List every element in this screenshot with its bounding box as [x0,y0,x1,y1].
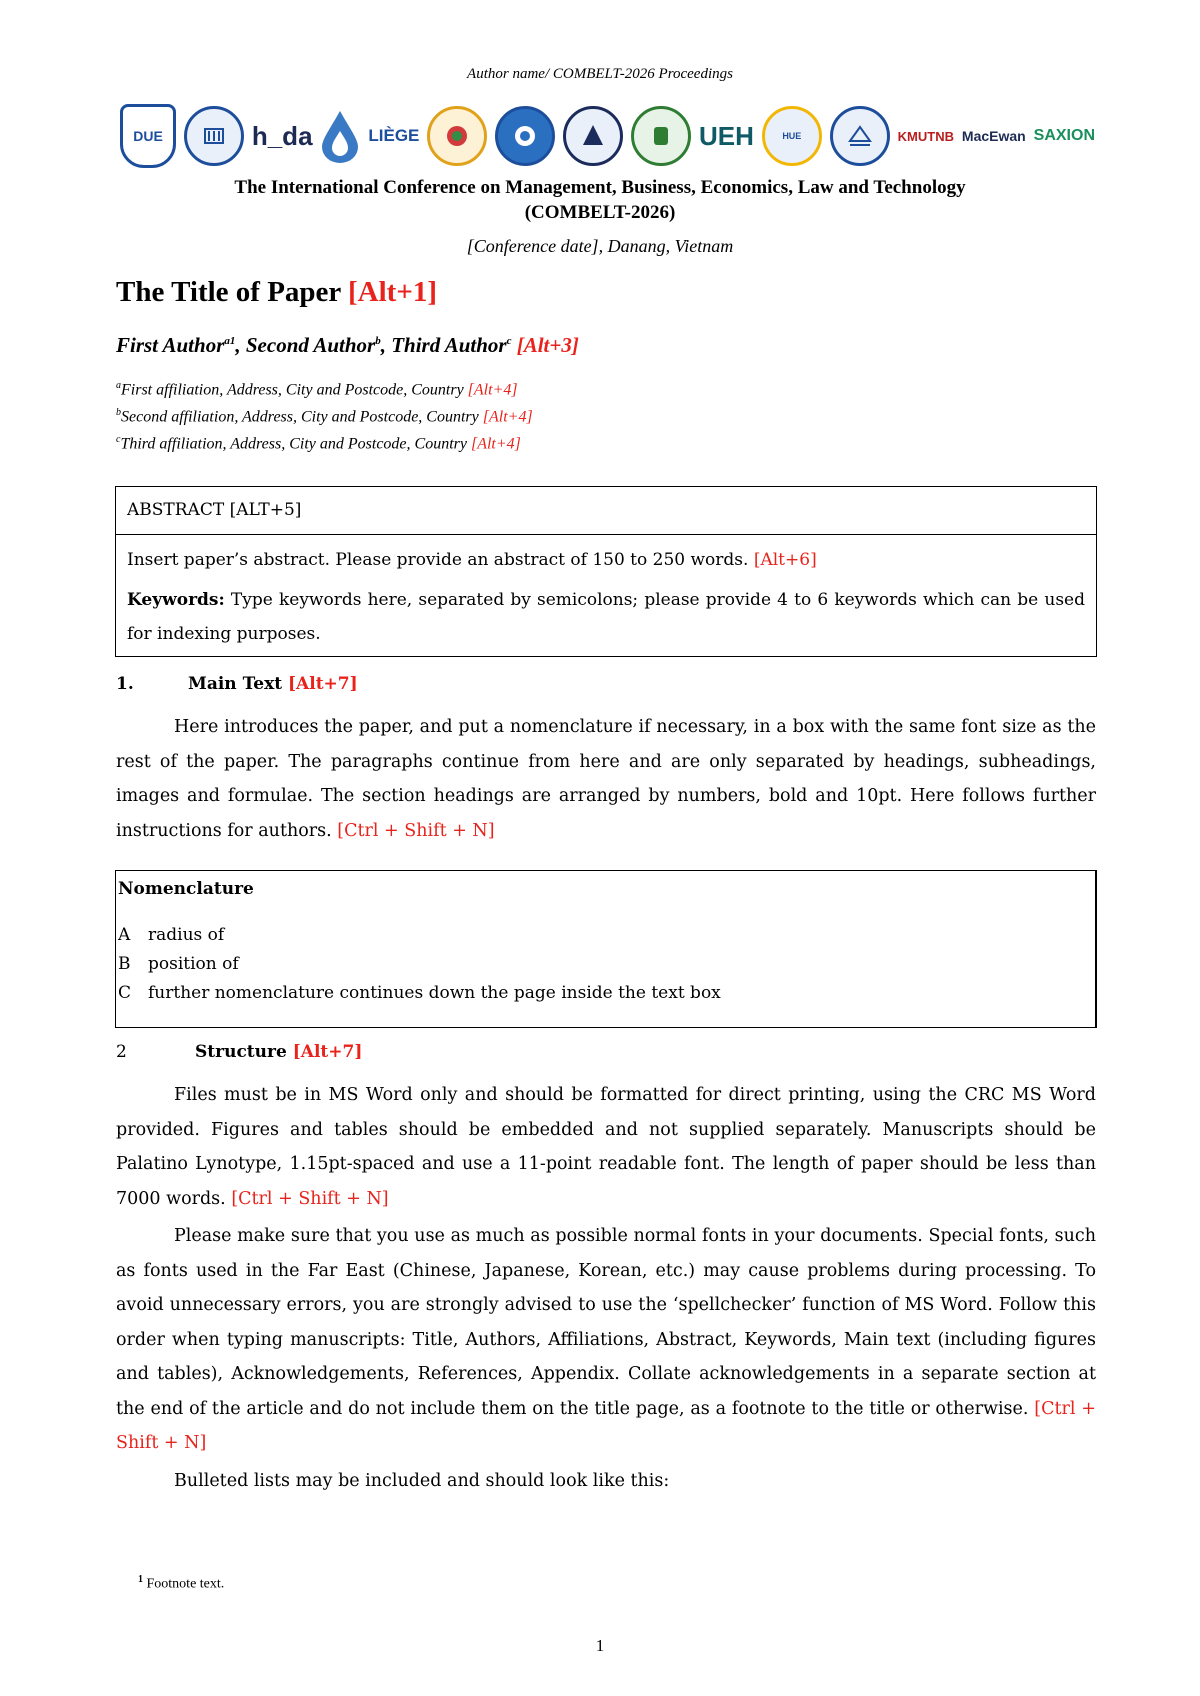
author-name: Second Author [245,333,376,357]
abstract-body [116,543,1096,651]
running-head: Author name/ COMBELT-2026 Proceedings [467,66,733,82]
conference-title [0,175,1200,225]
section-hint: [Alt+7] [292,1042,363,1062]
section-title: Structure [195,1042,287,1062]
authors-hint: [Alt+3] [516,333,579,357]
macewan-logo: MacEwan [961,128,1026,144]
university-seal-logo [184,106,244,166]
affiliation [116,434,521,453]
hue-logo: HUE [762,106,822,166]
page-number: 1 [595,1636,605,1655]
kmutnb-logo: KMUTNB [897,128,954,144]
section-heading [116,674,358,694]
liege-logo: LIÈGE [368,126,420,145]
affiliation [116,380,518,399]
paragraph-text: Bulleted lists may be included and should look like this: [174,1470,670,1491]
author-name: First Author [116,333,225,357]
keywords-label: Keywords: [127,590,225,610]
abstract-text: Insert paper’s abstract. Please provide an abstract of 150 to 250 words. [127,550,749,570]
affiliation-text: Third affiliation, Address, City and Postcode, Country [120,435,467,453]
ueh-logo: UEH [699,120,754,151]
affiliation-hint: [Alt+4] [467,381,518,399]
affiliation-hint: [Alt+4] [470,435,521,453]
nomenclature-symbol: A [118,925,131,945]
main-text-body [116,710,1096,848]
abstract-paragraph [127,543,1085,577]
affiliation-sup: c [116,434,121,445]
due-logo: DUE [120,104,176,168]
author-sup: b [375,335,381,347]
conference-title-line2: (COMBELT-2026) [524,202,676,223]
paper-title-hint: [Alt+1] [348,276,437,308]
section-heading [116,1042,362,1062]
affiliation-sup: a [116,380,121,391]
paragraph [116,1464,1096,1499]
paper-title [116,276,437,309]
section-number: 1. [116,674,134,694]
saxion-logo: SAXION [1033,127,1095,144]
conference-title-line1: The International Conference on Management, Business, Economics, Law and Technology [234,177,966,198]
nomenclature-row [118,950,1095,979]
conference-date: [Conference date], Danang, Vietnam [466,236,734,256]
author-sup: c [506,335,512,347]
nomenclature-row [118,921,1095,950]
structure-body [116,1078,1096,1498]
blue-circle-logo [830,106,890,166]
footnote [138,1574,224,1593]
green-seal-logo [631,106,691,166]
section-title: Main Text [188,674,283,694]
nomenclature-symbol: B [118,954,131,974]
nomenclature-row [118,979,1095,1008]
section-hint: [Alt+7] [288,674,358,694]
nomenclature-meaning: radius of [148,925,225,945]
colorful-seal-logo [427,106,487,166]
paragraph-text: Please make sure that you use as much as possible normal fonts in your documents. Special fonts, such as fonts used in the Far East (Chinese, Japanese, Korean, etc.) may cause problems during processing. To avoid unnecessary errors, you are strongly advised to use the ‘spellchecker’ function of MS Word. Follow this order when typing manuscripts: Title, Authors, Affiliations, Abstract, Keywords, Main text (including figures and tables), Acknowledgements, References, Appendix. Collate acknowledgements in a separate section at the end of the article and do not include them on the title page, as a footnote to the title or otherwise. [116,1226,1096,1419]
footnote-sup: 1 [138,1574,143,1585]
section-number: 2 [116,1042,127,1062]
paragraph-hint: [Ctrl + Shift + N] [116,1398,1096,1453]
affiliation-hint: [Alt+4] [482,408,533,426]
paragraph [116,1078,1096,1216]
affiliation-text: First affiliation, Address, City and Postcode, Country [121,381,464,399]
paper-title-text: The Title of Paper [116,276,341,308]
abstract-box [115,486,1097,657]
h-da-logo: h_da [251,120,313,151]
water-drop-logo [320,109,360,163]
abstract-heading: ABSTRACT [ALT+5] [116,487,1096,535]
nomenclature-meaning: further nomenclature continues down the page inside the text box [148,983,721,1003]
paragraph [116,1219,1096,1461]
keywords [127,583,1085,651]
keywords-text: Type keywords here, separated by semicolons; please provide 4 to 6 keywords which can be used for indexing purposes. [127,590,1085,644]
nomenclature-meaning: position of [148,954,239,974]
paragraph-text: Files must be in MS Word only and should be formatted for direct printing, using the CRC MS Word provided. Figures and tables should be embedded and not supplied separately. Manuscripts should be Palatino Lynotype, 1.15pt-spaced and use a 11-point readable font. The length of paper should be less than 7000 words. [116,1085,1096,1209]
affiliation-sup: b [116,407,121,418]
paragraph-text: Here introduces the paper, and put a nomenclature if necessary, in a box with the same font size as the rest of the paper. The paragraphs continue from here and are only separated by headings, subheadings, images and formulae. The section headings are arranged by numbers, bold and 10pt. Here follows further instructions for authors. [116,717,1096,841]
affiliation-text: Second affiliation, Address, City and Postcode, Country [121,408,479,426]
sponsor-logos [120,104,1095,168]
paragraph [116,710,1096,848]
paragraph-hint: [Ctrl + Shift + N] [337,820,495,841]
paragraph-hint: [Ctrl + Shift + N] [231,1188,389,1209]
nomenclature-box [115,870,1097,1028]
nomenclature-symbol: C [118,983,132,1003]
abstract-hint: [Alt+6] [753,550,817,570]
author-sup: a1 [224,335,236,347]
dark-seal-logo [563,106,623,166]
blue-seal-logo [495,106,555,166]
nomenclature-title: Nomenclature [118,879,254,899]
affiliation [116,407,533,426]
author-name: Third Author [391,333,507,357]
footnote-text: Footnote text. [146,1576,225,1592]
author-line: First Author$^{a1}$, Second Author$^b$, Third Author$^c$ [Alt+3] [116,333,579,357]
